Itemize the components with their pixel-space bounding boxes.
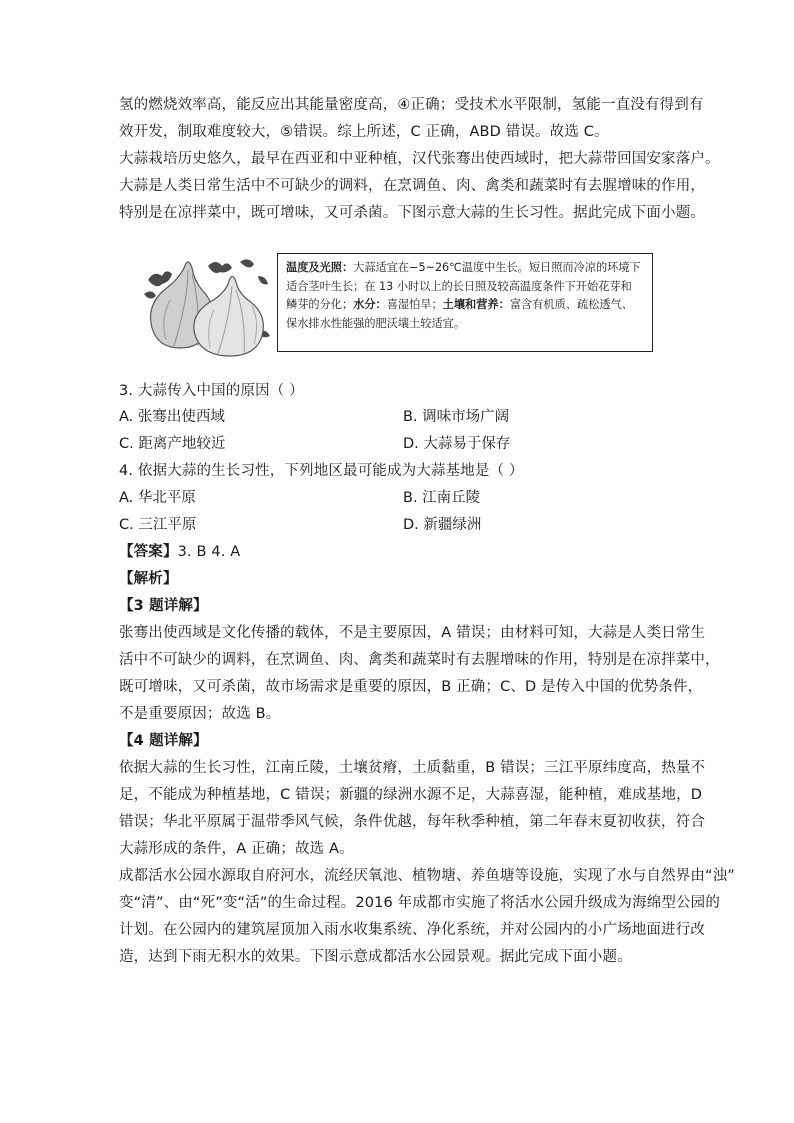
text-line: 大蒜是人类日常生活中不可缺少的调料，在烹调鱼、肉、禽类和蔬菜时有去腥增味的作用，: [119, 178, 705, 194]
garlic-illustration: [140, 250, 275, 358]
box-text: 鳞芽的分化；: [286, 298, 354, 311]
box-text: 富含有机质、疏松透气、: [509, 298, 633, 311]
question-stem: 3. 大蒜传入中国的原因（ ）: [119, 383, 304, 399]
box-line: [286, 278, 646, 297]
box-label: 温度及光照：: [286, 261, 354, 274]
box-label: 土壤和营养：: [442, 298, 510, 311]
text-line: 既可增味，又可杀菌，故市场需求是重要的原因，B 正确；C、D 是传入中国的优势条件，: [119, 679, 703, 695]
option-d: D. 新疆绿洲: [403, 517, 482, 533]
text-line: 效开发，制取难度较大，⑤错误。综上所述，C 正确，ABD 错误。故选 C。: [119, 124, 609, 140]
option-c: C. 距离产地较近: [119, 436, 226, 452]
option-a: A. 张骞出使西域: [119, 409, 225, 425]
text-line: 大蒜形成的条件，A 正确；故选 A。: [119, 841, 354, 857]
option-c: C. 三江平原: [119, 517, 197, 533]
text-line: 活中不可缺少的调料，在烹调鱼、肉、禽类和蔬菜时有去腥增味的作用，特别是在凉拌菜中，: [119, 652, 720, 668]
answer-line: [119, 543, 240, 561]
q4-heading: 【4 题详解】: [119, 733, 208, 749]
text-line: 大蒜栽培历史悠久，最早在西亚和中亚种植，汉代张骞出使西域时，把大蒜带回国安家落户。: [119, 151, 720, 167]
text-line: 错误；华北平原属于温带季风气候，条件优越，每年秋季种植，第二年春末夏初收获，符合: [119, 814, 705, 830]
text-line: 造，达到下雨无积水的效果。下图示意成都活水公园景观。据此完成下面小题。: [119, 949, 632, 965]
text-line: 不是重要原因；故选 B。: [119, 706, 281, 722]
box-text: 保水排水性能强的肥沃壤土较适宜。: [286, 316, 466, 330]
answer-text: 3. B 4. A: [177, 544, 241, 560]
option-b: B. 江南丘陵: [403, 490, 481, 506]
text-line: 足，不能成为种植基地，C 错误；新疆的绿洲水源不足，大蒜喜湿，能种植，难成基地，D: [119, 787, 703, 803]
answer-label: 【答案】: [119, 544, 178, 560]
text-line: 氢的燃烧效率高，能反应出其能量密度高，④正确；受技术水平限制，氢能一直没有得到有: [119, 97, 704, 113]
text-line: 张骞出使西域是文化传播的载体，不是主要原因，A 错误；由材料可知，大蒜是人类日常生: [119, 625, 706, 641]
text-line: 成都活水公园水源取自府河水，流经厌氧池、植物塘、养鱼塘等设施，实现了水与自然界由“浊”: [119, 868, 735, 884]
box-text: 喜湿怕旱；: [386, 298, 443, 311]
text-line: 变“清”、由“死”变“活”的生命过程。2016 年成都市实施了将活水公园升级成为海绵型公园的: [119, 895, 720, 911]
q3-heading: 【3 题详解】: [119, 598, 208, 614]
box-text: 适合茎叶生长；在 13 小时以上的长日照及较高温度条件下开始花芽和: [286, 279, 632, 293]
box-line: [286, 259, 646, 278]
box-line: [286, 296, 646, 315]
option-a: A. 华北平原: [119, 490, 196, 506]
text-line: 计划。在公园内的建筑屋顶加入雨水收集系统、净化系统，并对公园内的小广场地面进行改: [119, 922, 705, 938]
box-label: 水分：: [353, 298, 387, 311]
text-line: 依据大蒜的生长习性，江南丘陵，土壤贫瘠，土质黏重，B 错误；三江平原纬度高，热量不: [119, 760, 706, 776]
option-d: D. 大蒜易于保存: [403, 436, 511, 452]
option-b: B. 调味市场广阔: [403, 409, 510, 425]
box-line: [286, 315, 646, 334]
analysis-label: 【解析】: [119, 571, 178, 587]
text-line: 特别是在凉拌菜中，既可增味，又可杀菌。下图示意大蒜的生长习性。据此完成下面小题。: [119, 205, 705, 221]
question-stem: 4. 依据大蒜的生长习性，下列地区最可能成为大蒜基地是（ ）: [119, 463, 524, 479]
growth-habit-box: [277, 253, 653, 352]
box-text: 大蒜适宜在−5~26℃温度中生长。短日照而冷凉的环境下: [353, 261, 641, 274]
garlic-figure: [140, 250, 660, 358]
